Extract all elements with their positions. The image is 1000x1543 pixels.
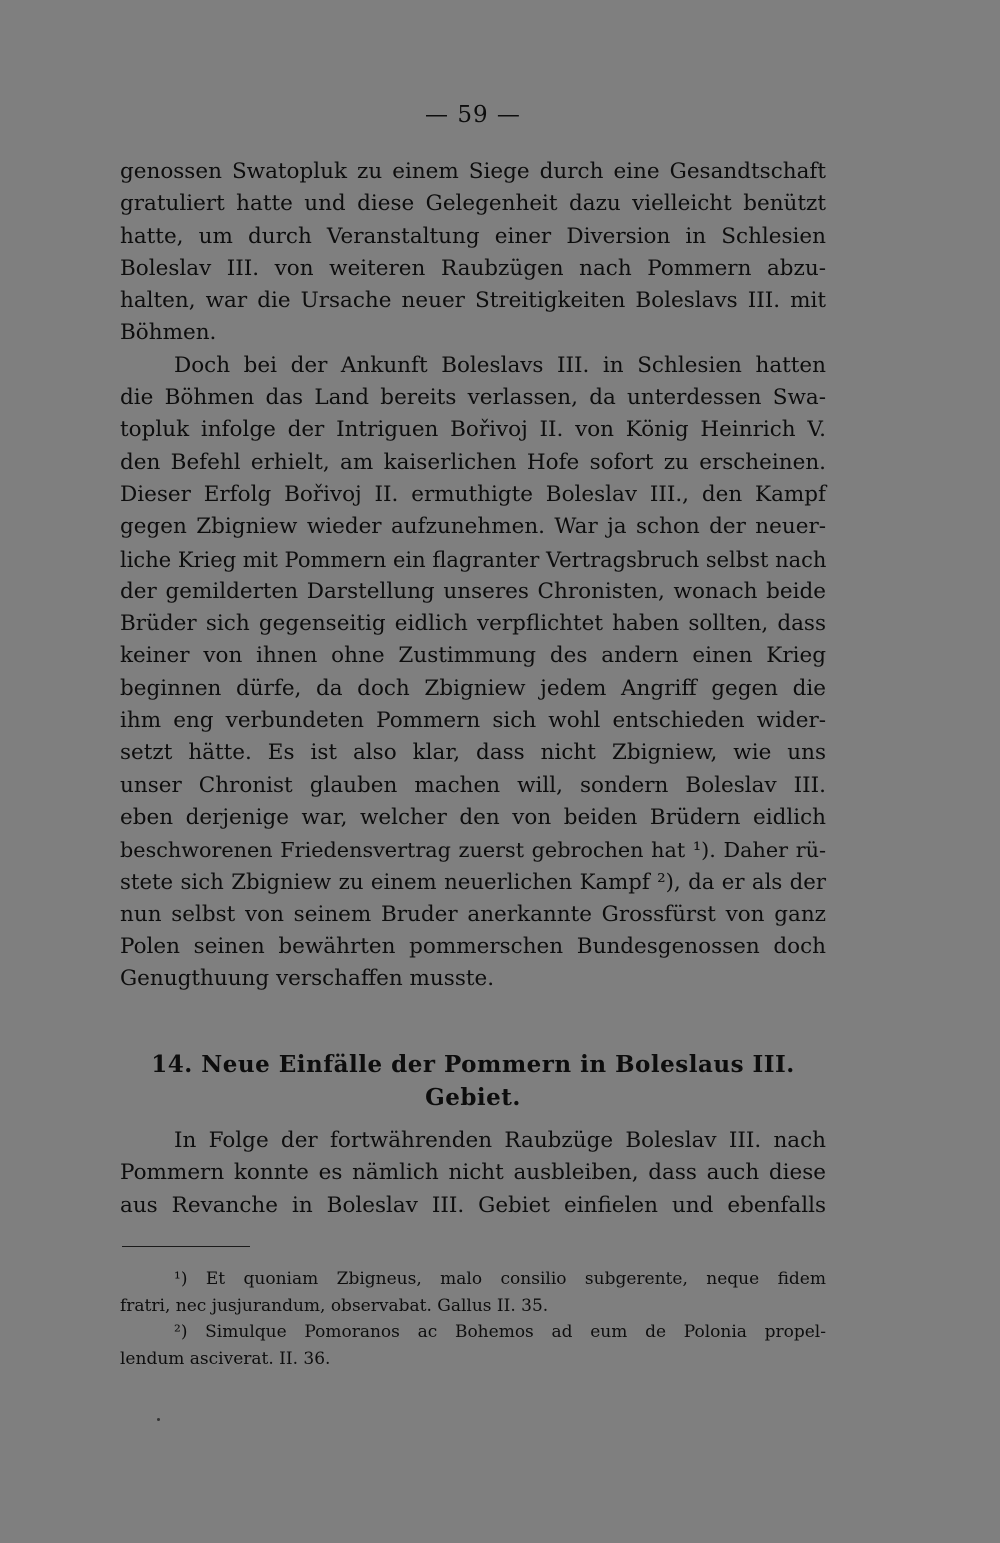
section-text bbox=[120, 1125, 826, 1222]
text-line: In Folge der fortwährenden Raubzüge Boleslav III. nach bbox=[174, 1128, 826, 1153]
text-line: Polen seinen bewährten pommerschen Bundesgenossen doch bbox=[120, 934, 826, 960]
text-line: beginnen dürfe, da doch Zbigniew jedem Angriff gegen die bbox=[120, 675, 826, 701]
section-heading-line: 14. Neue Einfälle der Pommern in Boleslaus III. bbox=[151, 1051, 795, 1078]
text-line: gegen Zbigniew wieder aufzunehmen. War ja schon der neuer- bbox=[120, 514, 826, 540]
text-line: aus Revanche in Boleslav III. Gebiet einfielen und ebenfalls bbox=[120, 1192, 826, 1218]
text-line: ihm eng verbundeten Pommern sich wohl entschieden wider- bbox=[120, 708, 826, 734]
text-line: Doch bei der Ankunft Boleslavs III. in Schlesien hatten bbox=[174, 352, 826, 378]
text-line: gratuliert hatte und diese Gelegenheit dazu vielleicht benützt bbox=[120, 191, 826, 217]
section-heading bbox=[120, 1048, 826, 1114]
text-line: liche Krieg mit Pommern ein flagranter Vertragsbruch selbst nach bbox=[120, 547, 827, 572]
text-line: den Befehl erhielt, am kaiserlichen Hofe sofort zu erscheinen. bbox=[120, 449, 826, 475]
text-line: die Böhmen das Land bereits verlassen, da unterdessen Swa- bbox=[120, 385, 826, 411]
text-line: unser Chronist glauben machen will, sondern Boleslav III. bbox=[120, 772, 826, 798]
text-line: stete sich Zbigniew zu einem neuerlichen Kampf ²), da er als der bbox=[120, 869, 826, 895]
text-line: Brüder sich gegenseitig eidlich verpflichtet haben sollten, dass bbox=[120, 611, 826, 637]
footnote-line: fratri, nec jusjurandum, observabat. Gallus II. 35. bbox=[120, 1295, 549, 1316]
text-line: eben derjenige war, welcher den von beiden Brüdern eidlich bbox=[120, 804, 826, 830]
page-number: — 59 — bbox=[425, 102, 521, 128]
text-line: hatte, um durch Veranstaltung einer Diversion in Schlesien bbox=[120, 223, 826, 249]
text-line: beschworenen Friedensvertrag zuerst gebrochen hat ¹). Daher rü- bbox=[120, 838, 826, 863]
text-line: topluk infolge der Intriguen Bořivoj II. von König Heinrich V. bbox=[120, 417, 826, 443]
footnote-line: lendum asciverat. II. 36. bbox=[120, 1348, 331, 1369]
text-line: keiner von ihnen ohne Zustimmung des andern einen Krieg bbox=[120, 643, 826, 669]
footnote-rule bbox=[122, 1246, 250, 1247]
text-line: halten, war die Ursache neuer Streitigkeiten Boleslavs III. mit bbox=[120, 288, 826, 314]
text-line: Pommern konnte es nämlich nicht ausbleiben, dass auch diese bbox=[120, 1160, 826, 1186]
footnotes bbox=[120, 1266, 826, 1372]
footnote-line: ²) Simulque Pomoranos ac Bohemos ad eum de Polonia propel- bbox=[174, 1322, 826, 1342]
text-line: setzt hätte. Es ist also klar, dass nicht Zbigniew, wie uns bbox=[120, 740, 826, 766]
footnote-line: ¹) Et quoniam Zbigneus, malo consilio subgerente, neque fidem bbox=[174, 1269, 826, 1289]
section-heading-line: Gebiet. bbox=[425, 1084, 521, 1111]
text-line: Böhmen. bbox=[120, 320, 217, 346]
text-line: der gemilderten Darstellung unseres Chronisten, wonach beide bbox=[120, 578, 826, 604]
text-line: Boleslav III. von weiteren Raubzügen nach Pommern abzu- bbox=[120, 255, 826, 281]
text-line: Genugthuung verschaffen musste. bbox=[120, 966, 495, 992]
text-line: nun selbst von seinem Bruder anerkannte Grossfürst von ganz bbox=[120, 901, 826, 927]
text-line: Dieser Erfolg Bořivoj II. ermuthigte Boleslav III., den Kampf bbox=[120, 481, 826, 507]
scan-speck bbox=[157, 1418, 160, 1421]
text-line: genossen Swatopluk zu einem Siege durch eine Gesandtschaft bbox=[120, 159, 826, 184]
main-text bbox=[120, 156, 826, 996]
